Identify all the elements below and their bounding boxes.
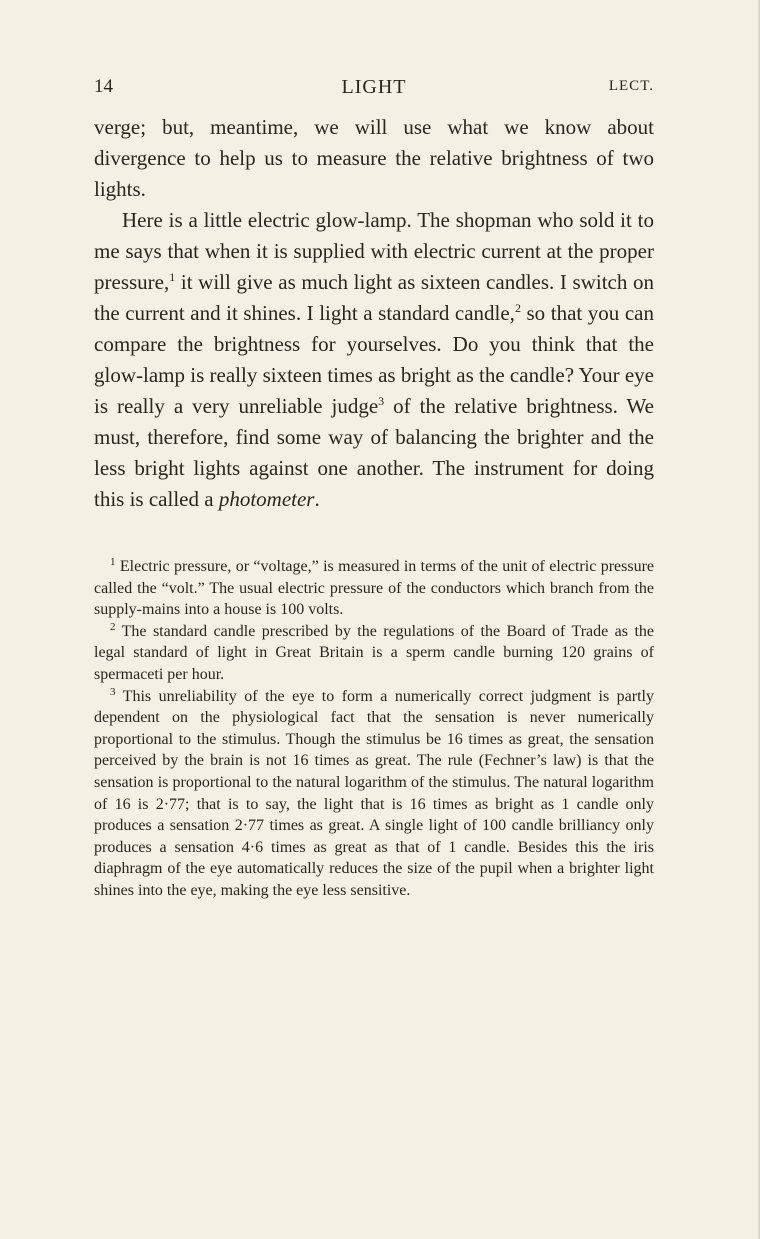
footnote-marker: 2 xyxy=(110,620,116,633)
running-title: LIGHT xyxy=(341,76,407,98)
section-label: LECT. xyxy=(608,78,654,94)
paragraph-2-end: . xyxy=(314,487,320,511)
footnote-ref-1: 1 xyxy=(169,270,176,284)
paragraph-2-part-d: of the relative brightness. We must, therefore, find some way of balancing the brighter and the less bright lights against one another. The instrument for doing this is called a xyxy=(94,394,655,511)
paragraph-2 xyxy=(94,205,654,515)
footnote-3 xyxy=(94,686,654,902)
paragraph-1: verge; but, meantime, we will use what we know about divergence to help us to measure the relative brightness of two lights. xyxy=(94,115,654,201)
paragraph-2-part-b: it will give as much light as sixteen candles. I switch on the current and it shines. I light a standard candle, xyxy=(94,270,654,325)
footnote-1 xyxy=(94,556,654,621)
footnote-marker: 3 xyxy=(110,685,116,698)
page-number: 14 xyxy=(94,76,113,97)
footnote-text: Electric pressure, or “voltage,” is measured in terms of the unit of electric pressure called the “volt.” The usual electric pressure of the conductors which branch from the supply-mains into a house is 100 volts. xyxy=(94,558,654,619)
main-text xyxy=(94,112,654,515)
running-header xyxy=(94,76,654,106)
term-photometer: photometer xyxy=(218,487,315,511)
footnote-ref-2: 2 xyxy=(514,301,521,315)
footnotes xyxy=(94,556,654,902)
footnote-2 xyxy=(94,621,654,686)
footnote-ref-3: 3 xyxy=(378,394,385,408)
footnote-text: The standard candle prescribed by the regulations of the Board of Trade as the legal standard of light in Great Britain is a sperm candle burning 120 grains of spermaceti per hour. xyxy=(94,622,654,683)
paragraph-2-part-c: so that you can compare the brightness for yourselves. Do you think that the glow-lamp is really sixteen times as bright as the candle? Your eye is really a very unreliable judge xyxy=(94,301,654,418)
paragraph-2-part-a: Here is a little electric glow-lamp. The shopman who sold it to me says that when it is supplied with electric current at the proper pressure, xyxy=(94,208,654,294)
footnote-text: This unreliability of the eye to form a numerically correct judgment is partly dependent on the physiological fact that the sensation is never numerically proportional to the stimulus. Though the stimulus be 16 times as great, the sensation perceived by the brain is not 16 times as great. The rule (Fechner’s law) is that the sensation is proportional to the natural logarithm of the stimulus. The natural logarithm of 16 is 2·77; that is to say, the light that is 16 times as bright as 1 candle only produces a sensation 2·77 times as great. A single light of 100 candle brilliancy only produces a sensation 4·6 times as great as that of 1 candle. Besides this the iris diaphragm of the eye automatically reduces the size of the pupil when a brighter light shines into the eye, making the eye less sensitive. xyxy=(94,687,654,899)
footnote-marker: 1 xyxy=(110,556,116,568)
